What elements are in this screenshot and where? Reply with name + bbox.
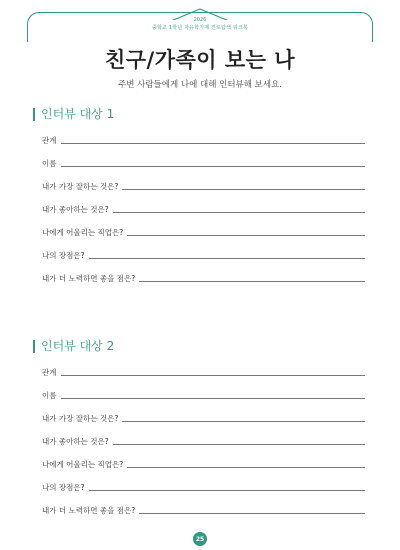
section-title-2: 인터뷰 대상 2 bbox=[33, 340, 114, 353]
field-label: 나에게 어울리는 직업은? bbox=[42, 228, 124, 237]
field-likes-2[interactable] bbox=[42, 434, 365, 446]
field-strength-1[interactable] bbox=[42, 248, 365, 260]
field-label: 나의 장점은? bbox=[42, 483, 85, 492]
field-strength-2[interactable] bbox=[42, 480, 365, 492]
field-label: 이름 bbox=[42, 391, 57, 400]
header-year: 2026 bbox=[193, 17, 207, 23]
field-label: 나의 장점은? bbox=[42, 251, 85, 260]
field-improve-2[interactable] bbox=[42, 503, 365, 515]
field-relation-1[interactable] bbox=[42, 133, 365, 145]
answer-line[interactable] bbox=[61, 165, 366, 167]
answer-line[interactable] bbox=[89, 489, 365, 491]
answer-line[interactable] bbox=[113, 211, 365, 213]
answer-line[interactable] bbox=[122, 420, 365, 422]
field-label: 내가 좋아하는 것은? bbox=[42, 437, 109, 446]
field-label: 내가 더 노력하면 좋을 점은? bbox=[42, 506, 136, 515]
field-improve-1[interactable] bbox=[42, 271, 365, 283]
answer-line[interactable] bbox=[89, 257, 365, 259]
field-label: 내가 가장 잘하는 것은? bbox=[42, 414, 119, 423]
answer-line[interactable] bbox=[61, 397, 366, 399]
field-label: 이름 bbox=[42, 159, 57, 168]
field-job-2[interactable] bbox=[42, 457, 365, 469]
field-name-1[interactable] bbox=[42, 156, 365, 168]
answer-line[interactable] bbox=[139, 280, 365, 282]
section-title-1: 인터뷰 대상 1 bbox=[33, 108, 114, 121]
answer-line[interactable] bbox=[61, 142, 366, 144]
answer-line[interactable] bbox=[139, 512, 365, 514]
field-job-1[interactable] bbox=[42, 225, 365, 237]
field-best-at-2[interactable] bbox=[42, 411, 365, 423]
answer-line[interactable] bbox=[122, 188, 365, 190]
field-label: 내가 더 노력하면 좋을 점은? bbox=[42, 274, 136, 283]
page-subtitle: 주변 사람들에게 나에 대해 인터뷰해 보세요. bbox=[117, 80, 282, 90]
field-label: 관계 bbox=[42, 136, 57, 145]
field-label: 내가 가장 잘하는 것은? bbox=[42, 182, 119, 191]
header-subtitle: 중학교 1학년 자유학기제 진로탐색 워크북 bbox=[151, 25, 249, 31]
field-label: 나에게 어울리는 직업은? bbox=[42, 460, 124, 469]
field-label: 내가 좋아하는 것은? bbox=[42, 205, 109, 214]
answer-line[interactable] bbox=[127, 466, 365, 468]
page-number: 25 bbox=[193, 532, 207, 546]
field-best-at-1[interactable] bbox=[42, 179, 365, 191]
field-label: 관계 bbox=[42, 368, 57, 377]
answer-line[interactable] bbox=[61, 374, 366, 376]
field-name-2[interactable] bbox=[42, 388, 365, 400]
answer-line[interactable] bbox=[127, 234, 365, 236]
field-relation-2[interactable] bbox=[42, 365, 365, 377]
page-title: 친구/가족이 보는 나 bbox=[104, 48, 296, 72]
answer-line[interactable] bbox=[113, 443, 365, 445]
field-likes-1[interactable] bbox=[42, 202, 365, 214]
